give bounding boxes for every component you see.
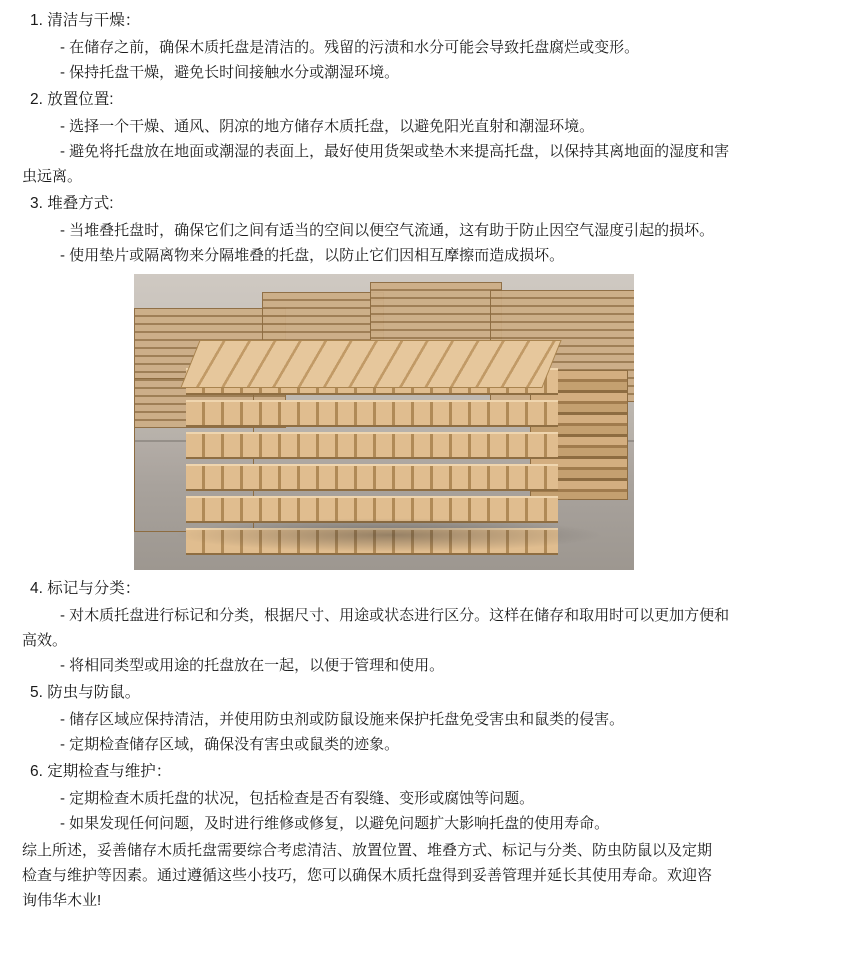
section-5-title: 5. 防虫与防鼠。 <box>30 684 141 701</box>
section-2-title: 2. 放置位置: <box>30 91 114 108</box>
section-1-bullet-2: - 保持托盘干燥，避免长时间接触水分或潮湿环境。 <box>60 64 400 81</box>
closing-line-3: 询伟华木业! <box>22 892 102 909</box>
section-2-bullet-2: - 避免将托盘放在地面或潮湿的表面上，最好使用货架或垫木来提高托盘，以保持其离地面的湿度和害 <box>60 143 730 160</box>
section-3 <box>22 191 826 268</box>
section-4-bullet-2: - 将相同类型或用途的托盘放在一起，以便于管理和使用。 <box>60 657 445 674</box>
pallet-layer-3 <box>186 432 558 459</box>
section-5 <box>22 680 826 757</box>
section-3-bullet-2: - 使用垫片或隔离物来分隔堆叠的托盘，以防止它们因相互摩擦而造成损坏。 <box>60 247 565 264</box>
section-4-bullet-1: - 对木质托盘进行标记和分类，根据尺寸、用途或状态进行区分。这样在储存和取用时可以更加方便和 <box>60 607 730 624</box>
section-1 <box>22 8 826 85</box>
section-2-bullet-1: - 选择一个干燥、通风、阴凉的地方储存木质托盘，以避免阳光直射和潮湿环境。 <box>60 118 595 135</box>
section-6-bullet-2: - 如果发现任何问题，及时进行维修或修复，以避免问题扩大影响托盘的使用寿命。 <box>60 815 610 832</box>
stacked-wooden-pallets-photo <box>134 274 634 570</box>
pallet-layer-4 <box>186 464 558 491</box>
section-6-bullet-1: - 定期检查木质托盘的状况，包括检查是否有裂缝、变形或腐蚀等问题。 <box>60 790 535 807</box>
section-1-bullet-1: - 在储存之前，确保木质托盘是清洁的。残留的污渍和水分可能会导致托盘腐烂或变形。 <box>60 39 640 56</box>
section-2-continuation-wrapper <box>22 164 826 189</box>
section-4-continuation: 高效。 <box>22 632 68 649</box>
section-3-title: 3. 堆叠方式: <box>30 195 114 212</box>
closing-line-1: 综上所述，妥善储存木质托盘需要综合考虑清洁、放置位置、堆叠方式、标记与分类、防虫防鼠以及定期 <box>22 842 713 859</box>
closing-line-2: 检查与维护等因素。通过遵循这些小技巧，您可以确保木质托盘得到妥善管理并延长其使用寿命。欢迎咨 <box>22 867 713 884</box>
section-2 <box>22 87 826 189</box>
section-3-bullet-1: - 当堆叠托盘时，确保它们之间有适当的空间以便空气流通，这有助于防止因空气湿度引起的损坏。 <box>60 222 715 239</box>
section-4-title: 4. 标记与分类： <box>30 580 141 597</box>
pallet-layer-2 <box>186 400 558 427</box>
section-4-continuation-wrapper <box>22 628 826 653</box>
section-4 <box>22 576 826 678</box>
top-pallet-deck <box>180 340 561 388</box>
photo-floor-shadow <box>174 518 604 552</box>
section-5-bullet-2: - 定期检查储存区域，确保没有害虫或鼠类的迹象。 <box>60 736 400 753</box>
section-2-continuation: 虫远离。 <box>22 168 83 185</box>
section-5-bullet-1: - 储存区域应保持清洁，并使用防虫剂或防鼠设施来保护托盘免受害虫和鼠类的侵害。 <box>60 711 625 728</box>
section-6-title: 6. 定期检查与维护： <box>30 763 172 780</box>
figure-container <box>22 274 826 570</box>
section-6 <box>22 759 826 836</box>
closing-paragraph <box>22 838 826 913</box>
section-1-title: 1. 清洁与干燥： <box>30 12 141 29</box>
